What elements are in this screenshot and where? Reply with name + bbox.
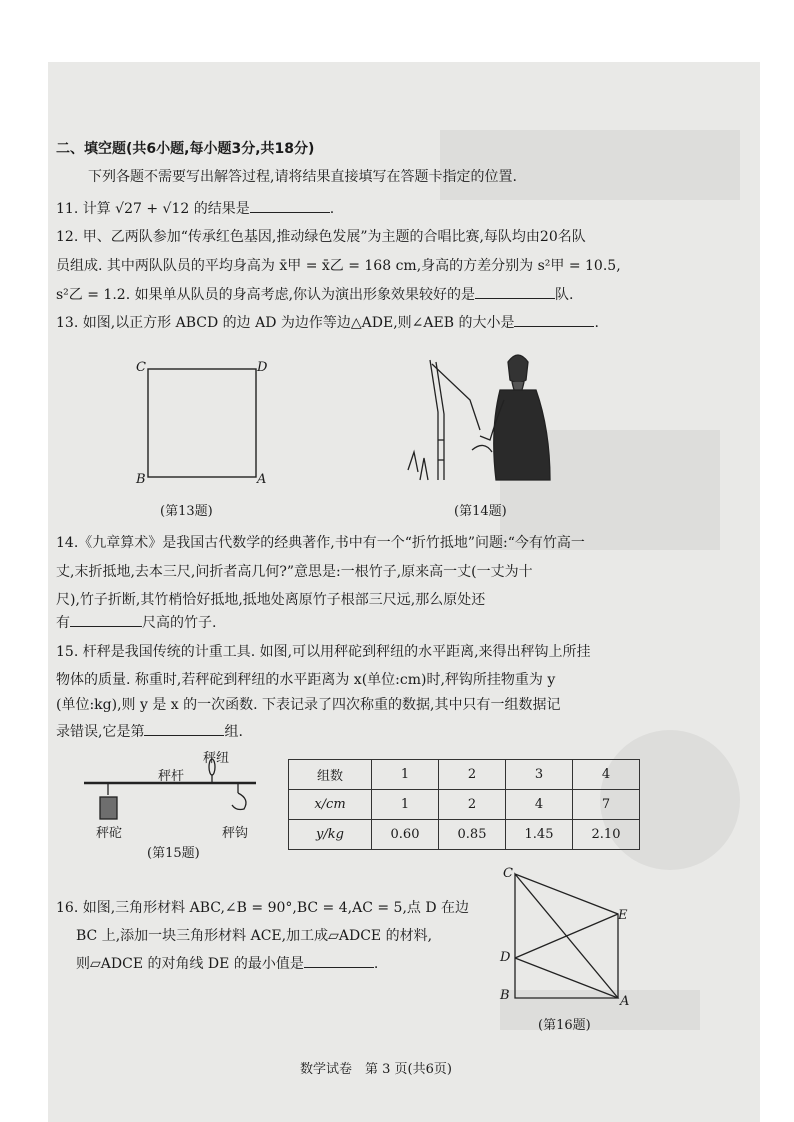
- figure-13-caption: (第13题): [160, 504, 213, 519]
- label-a: A: [257, 472, 267, 487]
- figure-14-caption: (第14题): [454, 504, 507, 519]
- question-11-text: 11. 计算 √27 + √12 的结果是: [56, 201, 250, 217]
- figure-16-caption: (第16题): [538, 1018, 591, 1033]
- table-cell: 1: [372, 760, 439, 790]
- label-b: B: [500, 988, 510, 1003]
- question-14-line-1: 14.《九章算术》是我国古代数学的经典著作,书中有一个“折竹抵地”问题:“今有竹高一: [56, 535, 585, 551]
- answer-blank: [70, 612, 142, 627]
- table-cell: 4: [573, 760, 640, 790]
- question-16-line-1: 16. 如图,三角形材料 ABC,∠B = 90°,BC = 4,AC = 5,点 D 在边: [56, 900, 470, 916]
- label-cheng-niu: 秤纽: [203, 751, 230, 766]
- label-c: C: [136, 360, 146, 375]
- table-header-cell: x/cm: [289, 790, 372, 820]
- table-row: [289, 790, 640, 820]
- table-cell: 0.60: [372, 820, 439, 850]
- section-title: 二、填空题(共6小题,每小题3分,共18分): [56, 141, 315, 157]
- section-instruction: 下列各题不需要写出解答过程,请将结果直接填写在答题卡指定的位置.: [88, 169, 517, 185]
- label-e: E: [618, 908, 628, 923]
- question-15-line-1: 15. 杆秤是我国传统的计重工具. 如图,可以用秤砣到秤纽的水平距离,来得出秤钩上所挂: [56, 644, 591, 660]
- steelyard-hook: [232, 793, 246, 810]
- figure-15-caption: (第15题): [147, 846, 200, 861]
- table-header-cell: y/kg: [289, 820, 372, 850]
- label-d: D: [500, 950, 511, 965]
- question-12-line-3: s²乙 = 1.2. 如果单从队员的身高考虑,你认为演出形象效果较好的是 队.: [56, 284, 574, 305]
- answer-blank: [144, 721, 224, 736]
- answer-blank: [514, 312, 594, 327]
- question-12-line-2: 员组成. 其中两队队员的平均身高为 x̄甲 = x̄乙 = 168 cm,身高的方差分别为 s²甲 = 10.5,: [56, 258, 621, 274]
- figure-14-illustration: [400, 340, 570, 490]
- question-14-line-4: 有 尺高的竹子.: [56, 612, 216, 633]
- steelyard-weight: [100, 797, 117, 819]
- question-12-line-1: 12. 甲、乙两队参加“传承红色基因,推动绿色发展”为主题的合唱比赛,每队均由20名队: [56, 229, 586, 245]
- figure-16-triangle: [500, 860, 650, 1010]
- table-header-cell: 组数: [289, 760, 372, 790]
- table-cell: 0.85: [439, 820, 506, 850]
- question-15-line-2: 物体的质量. 称重时,若秤砣到秤纽的水平距离为 x(单位:cm)时,秤钩所挂物重为 y: [56, 672, 556, 688]
- bamboo-stalk: [430, 360, 438, 480]
- table-cell: 2: [439, 760, 506, 790]
- diagonal-de: [515, 914, 618, 958]
- question-13: 13. 如图,以正方形 ABCD 的边 AD 为边作等边△ADE,则∠AEB 的大小是 .: [56, 312, 599, 333]
- question-16-line-3: 则▱ADCE 的对角线 DE 的最小值是 .: [76, 953, 378, 974]
- answer-blank: [250, 198, 330, 213]
- table-row: [289, 760, 640, 790]
- question-14-line-3: 尺),竹子折断,其竹梢恰好抵地,抵地处离原竹子根部三尺远,那么原处还: [56, 592, 486, 608]
- question-16-line-2: BC 上,添加一块三角形材料 ACE,加工成▱ADCE 的材料,: [76, 928, 433, 944]
- question-15-line-3: (单位:kg),则 y 是 x 的一次函数. 下表记录了四次称重的数据,其中只有一组数据记: [56, 697, 561, 713]
- label-a: A: [620, 994, 630, 1009]
- label-cheng-gou: 秤钩: [222, 826, 249, 841]
- bleed-through-shadow: [440, 130, 740, 200]
- label-b: B: [136, 472, 146, 487]
- table-cell: 7: [573, 790, 640, 820]
- table-cell: 1: [372, 790, 439, 820]
- square-abcd: [148, 369, 256, 477]
- answer-blank: [475, 284, 555, 299]
- table-cell: 2.10: [573, 820, 640, 850]
- table-row: [289, 820, 640, 850]
- label-d: D: [257, 360, 268, 375]
- question-15-line-4: 录错误,它是第 组.: [56, 721, 243, 742]
- label-cheng-tuo: 秤砣: [96, 826, 123, 841]
- table-cell: 4: [506, 790, 573, 820]
- table-cell: 3: [506, 760, 573, 790]
- question-14-line-2: 丈,末折抵地,去本三尺,问折者高几何?”意思是:一根竹子,原来高一丈(一丈为十: [56, 564, 533, 580]
- table-cell: 1.45: [506, 820, 573, 850]
- table-cell: 2: [439, 790, 506, 820]
- page-footer: 数学试卷 第 3 页(共6页): [300, 1062, 452, 1077]
- weighing-data-table: [288, 759, 640, 850]
- answer-blank: [304, 953, 374, 968]
- label-cheng-gan: 秤杆: [158, 769, 185, 784]
- scholar-hat: [508, 355, 528, 383]
- label-c: C: [503, 866, 513, 881]
- question-11: 11. 计算 √27 + √12 的结果是 .: [56, 198, 334, 219]
